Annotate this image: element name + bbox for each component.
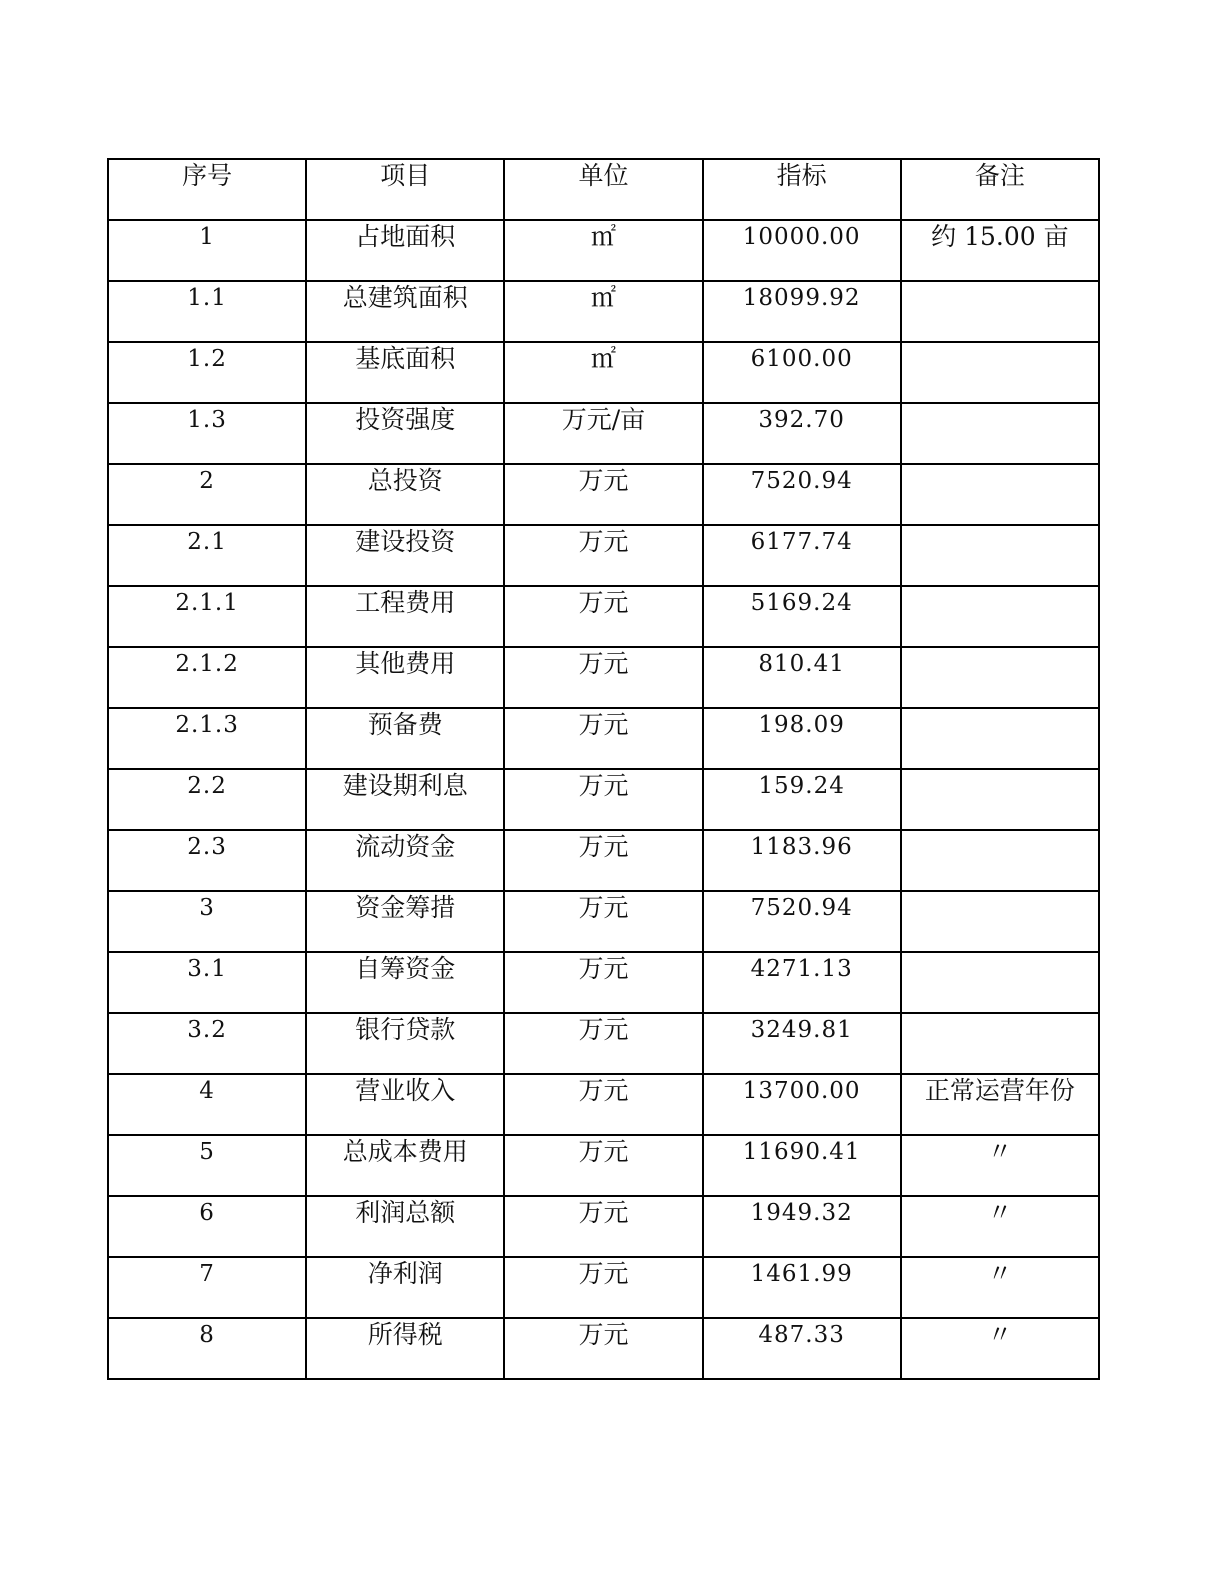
header-value: 指标	[703, 159, 901, 220]
cell-item: 占地面积	[306, 220, 504, 281]
cell-unit: 万元	[504, 1257, 702, 1318]
cell-value: 11690.41	[703, 1135, 901, 1196]
cell-unit: 万元	[504, 525, 702, 586]
table-row	[108, 281, 1099, 342]
cell-unit: ㎡	[504, 281, 702, 342]
cell-note	[901, 464, 1099, 525]
cell-note	[901, 647, 1099, 708]
cell-unit: ㎡	[504, 220, 702, 281]
cell-unit: 万元	[504, 647, 702, 708]
table-row	[108, 525, 1099, 586]
cell-note	[901, 342, 1099, 403]
cell-seq: 2	[108, 464, 306, 525]
cell-item: 基底面积	[306, 342, 504, 403]
indicator-table	[107, 158, 1100, 1380]
cell-seq: 6	[108, 1196, 306, 1257]
cell-seq: 3.2	[108, 1013, 306, 1074]
cell-seq: 2.1.3	[108, 708, 306, 769]
cell-value: 6100.00	[703, 342, 901, 403]
cell-note: 〃	[901, 1257, 1099, 1318]
cell-item: 利润总额	[306, 1196, 504, 1257]
cell-unit: 万元	[504, 708, 702, 769]
cell-item: 流动资金	[306, 830, 504, 891]
cell-unit: 万元/亩	[504, 403, 702, 464]
header-item: 项目	[306, 159, 504, 220]
table-row	[108, 830, 1099, 891]
cell-value: 1949.32	[703, 1196, 901, 1257]
table-row	[108, 1135, 1099, 1196]
table-row	[108, 1013, 1099, 1074]
cell-note	[901, 952, 1099, 1013]
cell-seq: 3	[108, 891, 306, 952]
table-row	[108, 647, 1099, 708]
cell-seq: 1	[108, 220, 306, 281]
header-row	[108, 159, 1099, 220]
cell-value: 10000.00	[703, 220, 901, 281]
cell-seq: 4	[108, 1074, 306, 1135]
cell-unit: 万元	[504, 1074, 702, 1135]
cell-seq: 1.3	[108, 403, 306, 464]
cell-seq: 5	[108, 1135, 306, 1196]
cell-value: 4271.13	[703, 952, 901, 1013]
cell-item: 资金筹措	[306, 891, 504, 952]
cell-unit: 万元	[504, 952, 702, 1013]
cell-seq: 2.1.2	[108, 647, 306, 708]
cell-value: 1461.99	[703, 1257, 901, 1318]
cell-value: 13700.00	[703, 1074, 901, 1135]
table-row	[108, 708, 1099, 769]
cell-note	[901, 830, 1099, 891]
cell-item: 预备费	[306, 708, 504, 769]
cell-value: 5169.24	[703, 586, 901, 647]
cell-value: 7520.94	[703, 464, 901, 525]
cell-seq: 8	[108, 1318, 306, 1379]
cell-seq: 7	[108, 1257, 306, 1318]
cell-item: 总建筑面积	[306, 281, 504, 342]
cell-seq: 2.1.1	[108, 586, 306, 647]
cell-unit: 万元	[504, 1135, 702, 1196]
cell-item: 总成本费用	[306, 1135, 504, 1196]
cell-seq: 2.2	[108, 769, 306, 830]
header-unit: 单位	[504, 159, 702, 220]
cell-item: 所得税	[306, 1318, 504, 1379]
cell-note: 〃	[901, 1318, 1099, 1379]
cell-note	[901, 1013, 1099, 1074]
table-row	[108, 1196, 1099, 1257]
cell-item: 建设投资	[306, 525, 504, 586]
cell-value: 18099.92	[703, 281, 901, 342]
table-row	[108, 220, 1099, 281]
table-row	[108, 1257, 1099, 1318]
cell-item: 建设期利息	[306, 769, 504, 830]
table-row	[108, 891, 1099, 952]
cell-value: 487.33	[703, 1318, 901, 1379]
cell-unit: 万元	[504, 1196, 702, 1257]
cell-unit: 万元	[504, 586, 702, 647]
cell-seq: 3.1	[108, 952, 306, 1013]
cell-unit: 万元	[504, 464, 702, 525]
cell-item: 自筹资金	[306, 952, 504, 1013]
cell-note: 〃	[901, 1135, 1099, 1196]
table-row	[108, 1318, 1099, 1379]
cell-note	[901, 769, 1099, 830]
cell-unit: 万元	[504, 769, 702, 830]
table-row	[108, 464, 1099, 525]
cell-note: 〃	[901, 1196, 1099, 1257]
cell-value: 3249.81	[703, 1013, 901, 1074]
cell-item: 其他费用	[306, 647, 504, 708]
cell-value: 159.24	[703, 769, 901, 830]
cell-unit: 万元	[504, 891, 702, 952]
cell-value: 6177.74	[703, 525, 901, 586]
cell-item: 营业收入	[306, 1074, 504, 1135]
cell-note	[901, 525, 1099, 586]
cell-seq: 1.1	[108, 281, 306, 342]
cell-unit: ㎡	[504, 342, 702, 403]
cell-seq: 1.2	[108, 342, 306, 403]
table-row	[108, 342, 1099, 403]
cell-value: 392.70	[703, 403, 901, 464]
cell-item: 银行贷款	[306, 1013, 504, 1074]
header-note: 备注	[901, 159, 1099, 220]
cell-seq: 2.1	[108, 525, 306, 586]
header-seq: 序号	[108, 159, 306, 220]
cell-note	[901, 281, 1099, 342]
table-row	[108, 586, 1099, 647]
cell-unit: 万元	[504, 1318, 702, 1379]
table-row	[108, 769, 1099, 830]
table-row	[108, 952, 1099, 1013]
cell-unit: 万元	[504, 830, 702, 891]
cell-item: 总投资	[306, 464, 504, 525]
cell-note	[901, 403, 1099, 464]
cell-note: 约 15.00 亩	[901, 220, 1099, 281]
cell-note	[901, 891, 1099, 952]
cell-note: 正常运营年份	[901, 1074, 1099, 1135]
cell-unit: 万元	[504, 1013, 702, 1074]
cell-seq: 2.3	[108, 830, 306, 891]
cell-item: 净利润	[306, 1257, 504, 1318]
cell-note	[901, 708, 1099, 769]
cell-value: 1183.96	[703, 830, 901, 891]
cell-value: 198.09	[703, 708, 901, 769]
cell-item: 工程费用	[306, 586, 504, 647]
cell-value: 7520.94	[703, 891, 901, 952]
cell-value: 810.41	[703, 647, 901, 708]
cell-note	[901, 586, 1099, 647]
table-row	[108, 1074, 1099, 1135]
table-header	[108, 159, 1099, 220]
table-row	[108, 403, 1099, 464]
table-body	[108, 220, 1099, 1379]
cell-item: 投资强度	[306, 403, 504, 464]
